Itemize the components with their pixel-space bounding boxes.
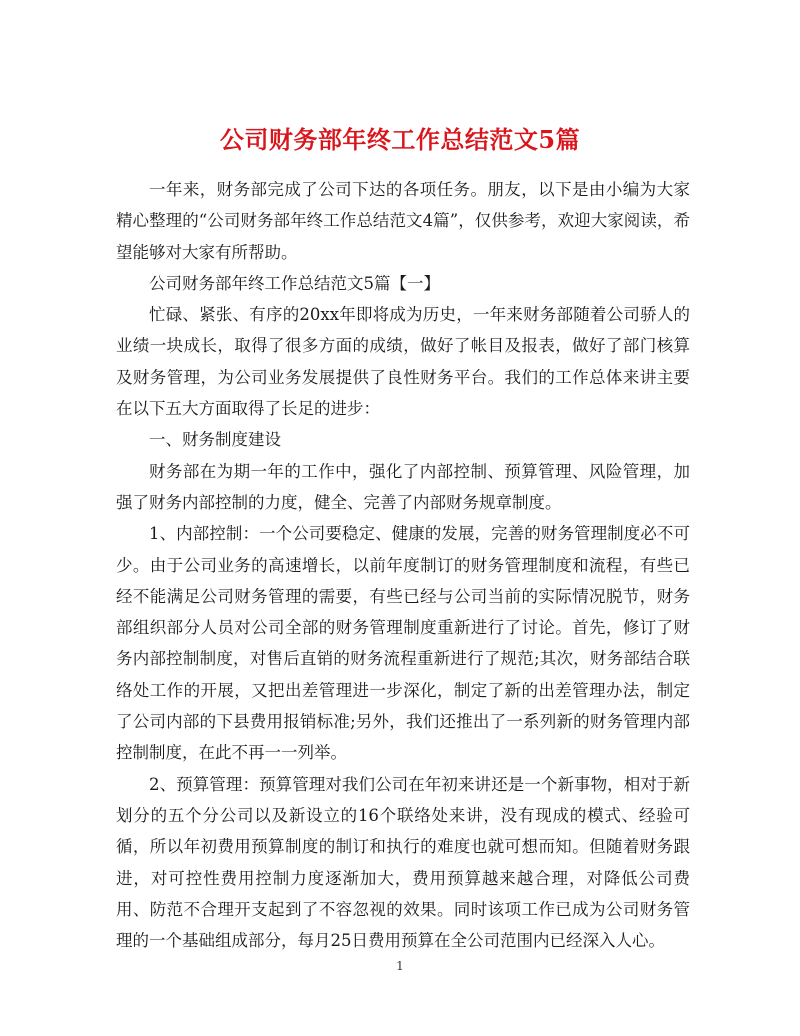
body-paragraph: 忙碌、紧张、有序的20xx年即将成为历史，一年来财务部随着公司骄人的业绩一块成长，取得了很多方面的成绩，做好了帐目及报表，做好了部门核算及财务管理，为公司业务发展提供了良性财务平台。我们的工作总体来讲主要在以下五大方面取得了长足的进步： xyxy=(116,305,690,419)
document-body xyxy=(116,174,690,956)
document-title: 公司财务部年终工作总结范文5篇 xyxy=(219,125,581,155)
intro-paragraph: 一年来，财务部完成了公司下达的各项任务。朋友，以下是由小编为大家精心整理的“公司财务部年终工作总结范文4篇”，仅供参考，欢迎大家阅读，希望能够对大家有所帮助。 xyxy=(116,180,690,262)
body-paragraph: 财务部在为期一年的工作中，强化了内部控制、预算管理、风险管理，加强了财务内部控制的力度，健全、完善了内部财务规章制度。 xyxy=(116,461,690,512)
subsection-heading: 一、财务制度建设 xyxy=(149,430,281,450)
body-paragraph: 2、预算管理：预算管理对我们公司在年初来讲还是一个新事物，相对于新划分的五个分公司以及新设立的16个联络处来讲，没有现成的模式、经验可循，所以年初费用预算制度的制订和执行的难度也就可想而知。但随着财务跟进，对可控性费用控制力度逐渐加大，费用预算越来越合理，对降低公司费用、防范不合理开支起到了不容忽视的效果。同时该项工作已成为公司财务管理的一个基础组成部分，每月25日费用预算在全公司范围内已经深入人心。 xyxy=(116,774,690,951)
page-number: 1 xyxy=(396,959,404,973)
section-heading: 公司财务部年终工作总结范文5篇【一】 xyxy=(149,273,440,293)
body-paragraph: 1、内部控制：一个公司要稳定、健康的发展，完善的财务管理制度必不可少。由于公司业务的高速增长，以前年度制订的财务管理制度和流程，有些已经不能满足公司财务管理的需要，有些已经与公司当前的实际情况脱节，财务部组织部分人员对公司全部的财务管理制度重新进行了讨论。首先，修订了财务内部控制制度，对售后直销的财务流程重新进行了规范;其次，财务部结合联络处工作的开展，又把出差管理进一步深化，制定了新的出差管理办法，制定了公司内部的下县费用报销标准;另外，我们还推出了一系列新的财务管理内部控制制度，在此不再一一列举。 xyxy=(116,524,690,763)
